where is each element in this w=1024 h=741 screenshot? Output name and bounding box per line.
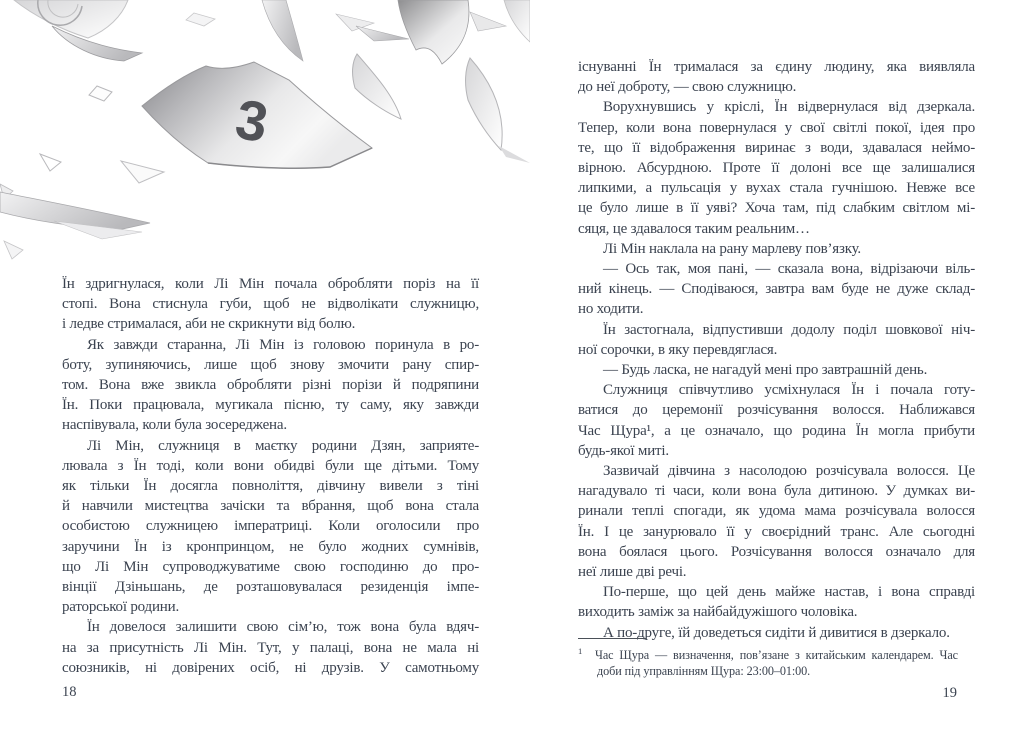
shattered-mirror-art — [0, 0, 530, 270]
shard — [4, 241, 23, 259]
text-line: Їн. І це занурювало її у своєрідний транс. Але сьогодні — [578, 523, 975, 540]
left-page-text — [62, 274, 479, 678]
text-line: ринали теплі спогади, як удома мама розчісувала волосся — [578, 503, 975, 520]
page-number-left: 18 — [62, 684, 77, 700]
footnote-line-1 — [578, 643, 958, 663]
text-line: Їн застогнала, відпустивши додолу поділ шовкової ніч- — [603, 321, 975, 338]
text-line: Тепер, коли вона повернулася у свої світлі покої, ідея про — [578, 119, 975, 136]
text-line: Їн здригнулася, коли Лі Мін почала обробляти поріз на її — [62, 276, 479, 292]
shard — [398, 0, 469, 64]
text-line: особистою служницею імператриці. Коли оголосили про — [62, 518, 479, 535]
right-page-text — [578, 57, 975, 643]
text-line: раторської родини. — [62, 599, 180, 616]
footnote-text-1: Час Щура — визначення, пов’язане з китайським календарем. Час — [595, 648, 958, 662]
shard — [262, 0, 303, 61]
shard — [466, 58, 503, 150]
text-line: боту, зупиняючись, лише щоб знову змочити рану спир- — [62, 356, 479, 373]
text-line: вінції Дзіньшань, де розташовувалася резиденція імпе- — [62, 579, 479, 596]
chapter-number: 3 — [231, 86, 273, 155]
text-line: і ледве стрималася, аби не скрикнути від болю. — [62, 316, 356, 333]
page-right — [512, 0, 1024, 741]
shard — [356, 26, 409, 41]
text-line: Служниця співчутливо усміхнулася Їн і почала готу- — [603, 382, 975, 399]
text-line: ний кінець. — Сподіваюся, завтра вам буде не дуже склад- — [578, 281, 975, 298]
shard — [470, 12, 506, 31]
shard — [353, 54, 401, 119]
text-line: Лі Мін наклала на рану марлеву пов’язку. — [603, 240, 861, 257]
text-line: Їн довелося залишити свою сім’ю, тож вона була вдяч- — [87, 619, 479, 636]
text-line: но ходити. — [578, 301, 644, 318]
page-number-right: 19 — [942, 685, 957, 701]
footnote-marker: 1 — [578, 646, 583, 656]
text-line: вірною. Абсурдною. Проте її долоні все ще залишалися — [578, 160, 975, 177]
shard — [121, 161, 164, 183]
footnote — [578, 638, 958, 680]
footnote-separator — [578, 638, 646, 639]
text-line: виходить заміж за найбайдужішого чоловіка. — [578, 604, 858, 621]
text-line: лювала з Їн тоді, коли вони обидві були ще дітьми. Тому — [62, 457, 479, 474]
footnote-line-2: доби під управлінням Щура: 23:00–01:00. — [597, 664, 811, 679]
text-line: По-перше, що цей день майже настав, і вона справді — [603, 584, 975, 601]
text-line: ної сорочки, в яку перевдяглася. — [578, 341, 778, 358]
text-line: Ворухнувшись у кріслі, Їн відвернулася від дзеркала. — [603, 99, 975, 116]
shard — [336, 14, 374, 31]
text-line: стопі. Вона стиснула губи, щоб не відволікати служницю, — [62, 296, 479, 313]
text-line: Лі Мін, служниця в маєтку родини Дзян, заприяте- — [87, 437, 479, 454]
text-line: будь-якої миті. — [578, 442, 669, 459]
text-line: Їн. Поки працювала, мугикала пісню, ту саму, яку завжди — [62, 397, 479, 414]
text-line: липкими, а пульсація у вухах стала гучнішою. Невже все — [578, 180, 975, 197]
text-line: до неї доброту, — свою служницю. — [578, 79, 797, 96]
shard — [40, 154, 61, 171]
text-line: нагадувало ті часи, коли вона була дитиною. У думках ви- — [578, 483, 975, 500]
text-line: том. Вона вже звикла обробляти різні порізи й подряпини — [62, 377, 479, 394]
text-line: існуванні Їн трималася за єдину людину, яка виявляла — [578, 59, 975, 75]
text-line: що Лі Мін супроводжуватиме свою господиню до про- — [62, 558, 479, 575]
text-line: на за присутність Лі Мін. Тут, у палаці, вона не мала ні — [62, 639, 479, 656]
text-line: неї лише дві речі. — [578, 564, 687, 581]
text-line: — Ось так, моя пані, — сказала вона, відрізаючи віль- — [603, 261, 975, 278]
text-line: це було лише в її уяві? Хоча там, під слабким світлом мі- — [578, 200, 975, 217]
text-line: вона боялася цього. Розчісування волосся означало для — [578, 543, 975, 560]
shard — [14, 0, 128, 38]
text-line: союзників, ні довірених осіб, ні друзів. У самотньому — [62, 659, 479, 676]
text-line: Зазвичай дівчина з насолодою розчісувала волосся. Це — [603, 463, 975, 480]
text-line: А по-друге, їй доведеться сидіти й дивитися в дзеркало. — [603, 624, 950, 641]
shard — [186, 13, 215, 26]
text-line: ватися до церемонії розчісування волосся. Наближався — [578, 402, 975, 419]
text-line: сяця, це здавалося таким реальним… — [578, 220, 810, 237]
text-line: й навчили мистецтва зачіски та вбрання, щоб вона стала — [62, 498, 479, 515]
text-line: — Будь ласка, не нагадуй мені про завтрашній день. — [603, 362, 928, 379]
text-line: заручини Їн із кронпринцом, не було жодних сумнівів, — [62, 538, 479, 555]
text-line: як тільки Їн досягла повноліття, дівчину вивели з тіні — [62, 478, 479, 495]
text-line: наспівувала, коли була зосереджена. — [62, 417, 287, 434]
shard — [89, 86, 112, 101]
text-line: те, що її відображення виринає з води, здавалася неймо- — [578, 139, 975, 156]
text-line: Як завжди старанна, Лі Мін із головою поринула в ро- — [87, 336, 479, 353]
chapter-decoration — [0, 0, 530, 270]
text-line: Час Щура¹, а це означало, що родина Їн могла прибути — [578, 422, 975, 439]
